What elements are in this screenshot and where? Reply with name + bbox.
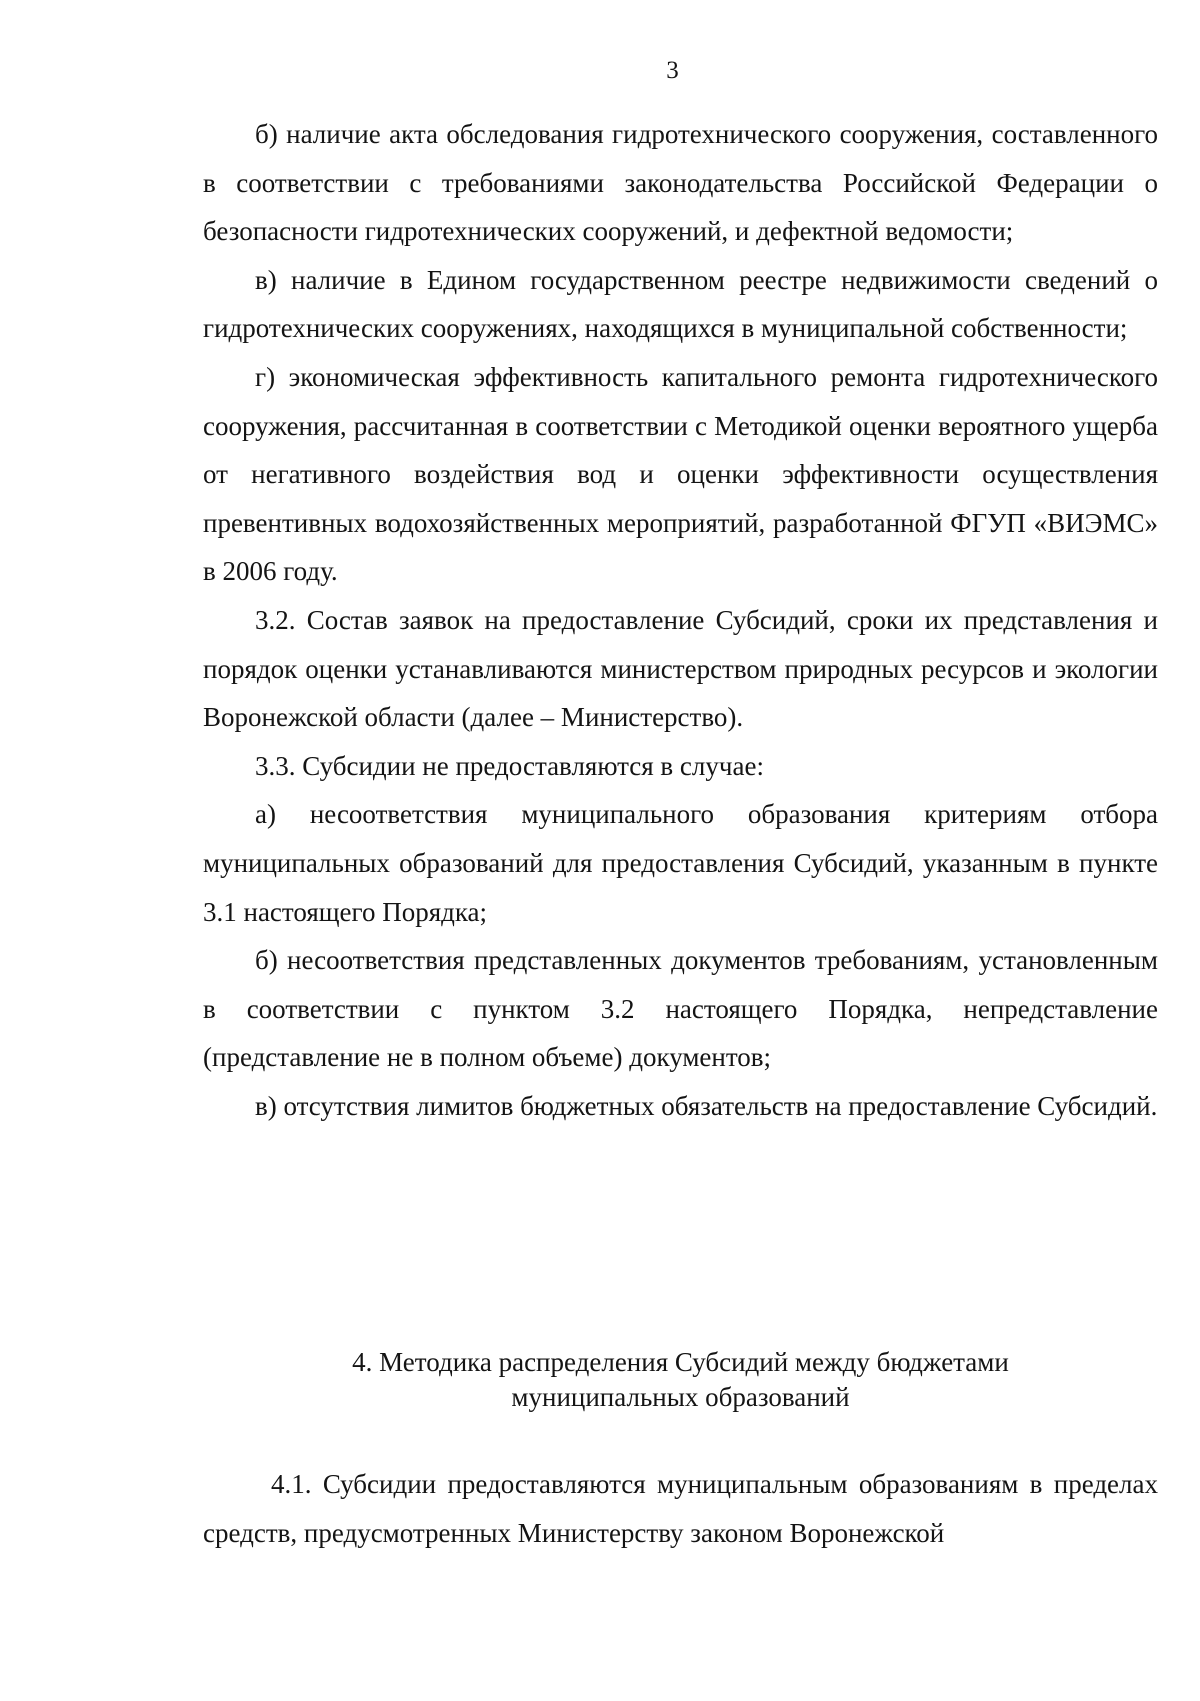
section-heading-line-1: 4. Методика распределения Субсидий между бюджетами xyxy=(352,1347,1009,1377)
paragraph-a-criteria-mismatch: а) несоответствия муниципального образования критериям отбора муниципальных образований для предоставления Субсидий, указанным в пункте 3.1 настоящего Порядка; xyxy=(203,799,1158,927)
paragraph-b-documents-mismatch: б) несоответствия представленных документов требованиям, установленным в соответствии с пунктом 3.2 настоящего Порядка, непредставление (представление не в полном объеме) документов; xyxy=(203,945,1158,1073)
document-body xyxy=(203,110,1158,1130)
paragraph-3-2-application-composition: 3.2. Состав заявок на предоставление Субсидий, сроки их представления и порядок оценки устанавливаются министерством природных ресурсов и экологии Воронежской области (далее – Министерство). xyxy=(203,604,1158,733)
section-heading xyxy=(203,1345,1158,1415)
paragraph-b-inspection-act: б) наличие акта обследования гидротехнического сооружения, составленного в соответствии с требованиями законодательства Российской Федерации о безопасности гидротехнических сооружений, и дефектной ведомости; xyxy=(203,119,1158,247)
section-heading-line-2: муниципальных образований xyxy=(511,1382,850,1412)
paragraph-g-economic-efficiency: г) экономическая эффективность капитального ремонта гидротехнического сооружения, рассчитанная в соответствии с Методикой оценки вероятного ущерба от негативного воздействия вод и оценки эффективности осуществления превентивных водохозяйственных мероприятий, разработанной ФГУП «ВИЭМС» в 2006 году. xyxy=(203,361,1158,587)
section-4-body xyxy=(203,1460,1158,1557)
paragraph-v-state-registry: в) наличие в Едином государственном реестре недвижимости сведений о гидротехнических сооружениях, находящихся в муниципальной собственности; xyxy=(203,264,1158,344)
paragraph-v-no-budget-limits: в) отсутствия лимитов бюджетных обязательств на предоставление Субсидий. xyxy=(255,1090,1158,1121)
page-number: 3 xyxy=(666,57,679,84)
paragraph-4-1-subsidies-limits: 4.1. Субсидии предоставляются муниципальным образованиям в пределах средств, предусмотренных Министерству законом Воронежской xyxy=(203,1469,1158,1548)
paragraph-3-3-refusal-cases: 3.3. Субсидии не предоставляются в случае: xyxy=(255,750,764,781)
